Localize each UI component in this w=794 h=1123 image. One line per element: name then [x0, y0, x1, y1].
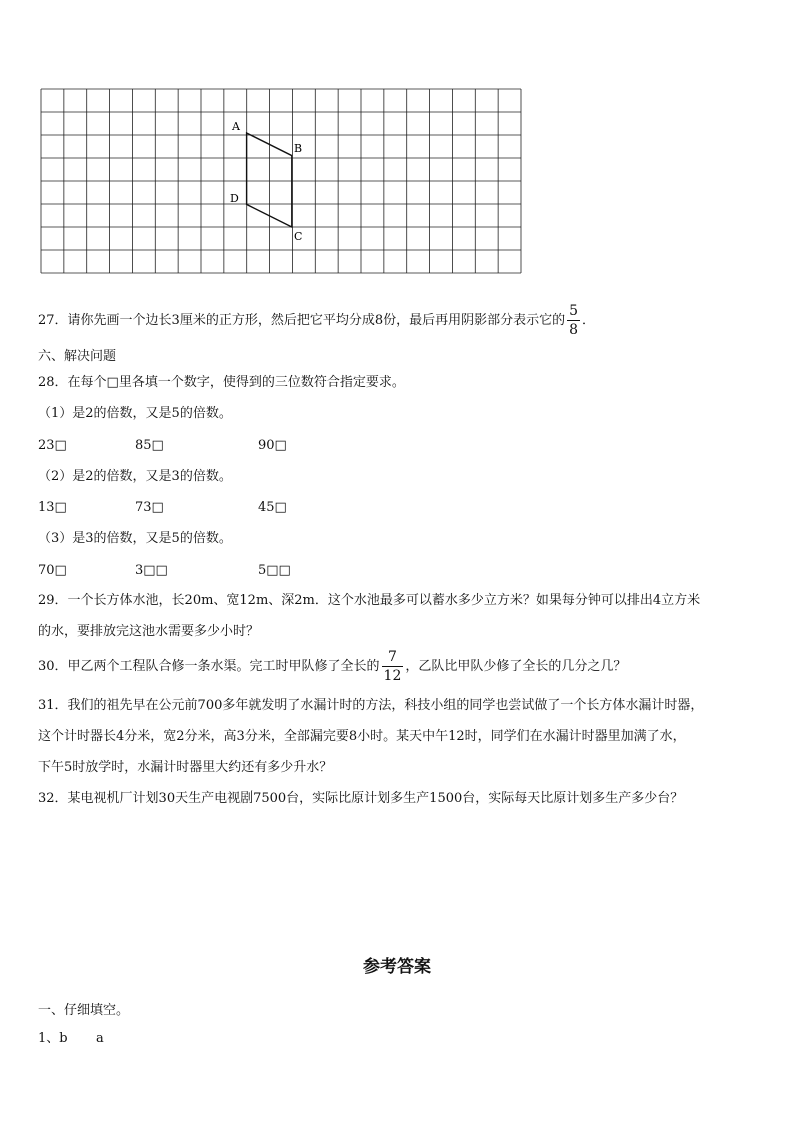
question-27-tail: ．: [582, 313, 596, 328]
question-30-tail: ，乙队比甲队少修了全长的几分之几？: [405, 659, 627, 674]
answer-blank: 23□: [38, 438, 67, 453]
answer-blank: 13□: [38, 500, 67, 515]
question-29-line2: 的水，要排放完这池水需要多少小时？: [38, 624, 260, 639]
section-heading-6: 六、解决问题: [38, 349, 117, 364]
fraction-denominator: 12: [383, 668, 402, 684]
answer-blank: 90□: [258, 438, 287, 453]
answer-blank: 45□: [258, 500, 287, 515]
fraction-numerator: 7: [388, 649, 397, 665]
grid-svg: [40, 88, 522, 274]
point-label-b: B: [294, 142, 303, 155]
question-28-stem: 28．在每个□里各填一个数字，使得到的三位数符合指定要求。: [38, 375, 405, 390]
answer-title: 参考答案: [363, 957, 431, 977]
question-31-line2: 这个计时器长4分米，宽2分米，高3分米，全部漏完要8小时。某天中午12时，同学们在水漏计时器里加满了水，: [38, 729, 686, 744]
answer-1-number: 1、b: [38, 1031, 68, 1046]
fraction-5-8: [567, 304, 580, 337]
question-32: 32．某电视机厂计划30天生产电视剧7500台，实际比原计划多生产1500台，实际每天比原计划多生产多少台？: [38, 791, 684, 806]
point-label-a: A: [232, 120, 240, 133]
answer-blank: 73□: [135, 500, 164, 515]
fraction-denominator: 8: [569, 322, 579, 338]
question-29-line1: 29．一个长方体水池，长20m、宽12m、深2m．这个水池最多可以蓄水多少立方米？如果每分钟可以排出4立方米: [38, 593, 701, 608]
answer-blank: 70□: [38, 563, 67, 578]
question-31-line1: 31．我们的祖先早在公元前700多年就发明了水漏计时的方法，科技小组的同学也尝试做了一个长方体水漏计时器，: [38, 698, 704, 713]
fraction-7-12: [382, 650, 404, 683]
question-28-part3: （3）是3的倍数，又是5的倍数。: [38, 531, 232, 546]
question-30: [38, 650, 626, 683]
answer-1-value: a: [96, 1031, 104, 1046]
question-30-text: 30．甲乙两个工程队合修一条水渠。完工时甲队修了全长的: [38, 659, 380, 674]
point-label-c: C: [294, 230, 303, 243]
question-31-line3: 下午5时放学时，水漏计时器里大约还有多少升水？: [38, 760, 333, 775]
answer-blank: 3□□: [135, 563, 168, 578]
question-27: [38, 304, 595, 337]
question-27-text: 27．请你先画一个边长3厘米的正方形，然后把它平均分成8份，最后再用阴影部分表示它的: [38, 313, 566, 328]
grid-figure: [40, 88, 522, 278]
point-label-d: D: [230, 192, 239, 205]
answer-section-1: 一、仔细填空。: [38, 1003, 130, 1018]
question-28-part1: （1）是2的倍数，又是5的倍数。: [38, 406, 232, 421]
answer-blank: 5□□: [258, 563, 291, 578]
answer-blank: 85□: [135, 438, 164, 453]
fraction-numerator: 5: [569, 303, 579, 319]
question-28-part2: （2）是2的倍数，又是3的倍数。: [38, 469, 232, 484]
